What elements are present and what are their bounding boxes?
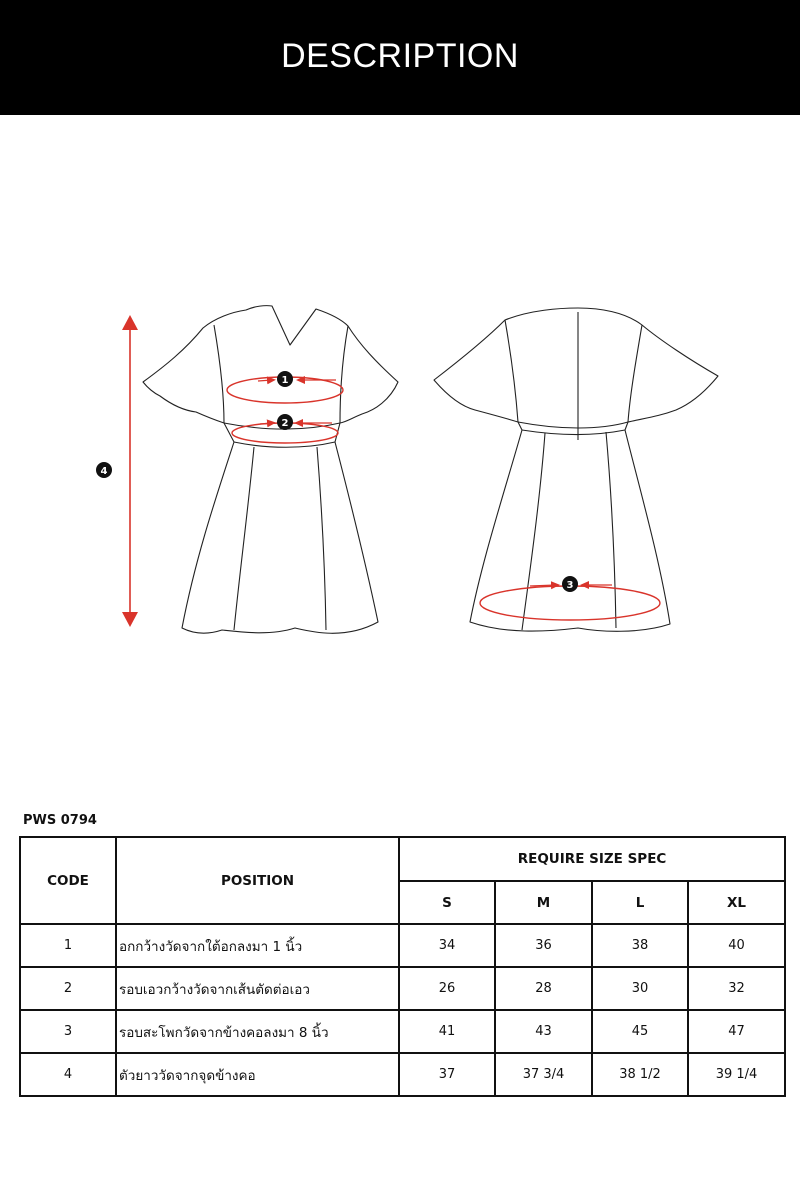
hip-measurement: [480, 576, 660, 620]
bust-measurement: [227, 371, 343, 403]
size-header-l: L: [592, 881, 688, 924]
row-position: รอบเอวกว้างวัดจากเส้นตัดต่อเอว: [116, 967, 399, 1010]
value-m: 37 3/4: [495, 1053, 592, 1096]
dress-diagram: [0, 115, 800, 715]
size-header-xl: XL: [688, 881, 785, 924]
value-xl: 40: [688, 924, 785, 967]
table-row: [20, 924, 785, 967]
row-position: ตัวยาววัดจากจุดข้างคอ: [116, 1053, 399, 1096]
value-s: 34: [399, 924, 495, 967]
marker-4-label: 4: [100, 466, 108, 477]
waist-measurement: [232, 414, 338, 443]
table-row: [20, 1010, 785, 1053]
front-dress-outline: [143, 306, 398, 634]
row-code: 2: [20, 967, 116, 1010]
value-l: 30: [592, 967, 688, 1010]
position-header: POSITION: [116, 837, 399, 924]
row-code: 4: [20, 1053, 116, 1096]
value-l: 38: [592, 924, 688, 967]
value-s: 41: [399, 1010, 495, 1053]
value-xl: 32: [688, 967, 785, 1010]
product-code: PWS 0794: [23, 813, 97, 828]
value-xl: 39 1/4: [688, 1053, 785, 1096]
value-xl: 47: [688, 1010, 785, 1053]
value-m: 43: [495, 1010, 592, 1053]
header-bar: [0, 0, 800, 115]
value-s: 37: [399, 1053, 495, 1096]
table-row: [20, 1053, 785, 1096]
size-header-s: S: [399, 881, 495, 924]
marker-1-label: 1: [281, 375, 289, 386]
value-m: 28: [495, 967, 592, 1010]
value-l: 38 1/2: [592, 1053, 688, 1096]
value-s: 26: [399, 967, 495, 1010]
size-header-m: M: [495, 881, 592, 924]
row-position: อกกว้างวัดจากใต้อกลงมา 1 นิ้ว: [116, 924, 399, 967]
size-spec-header: REQUIRE SIZE SPEC: [399, 837, 785, 881]
size-spec-table: [19, 836, 786, 1097]
value-m: 36: [495, 924, 592, 967]
row-code: 3: [20, 1010, 116, 1053]
code-header: CODE: [20, 837, 116, 924]
row-code: 1: [20, 924, 116, 967]
marker-3-label: 3: [566, 580, 574, 591]
table-row: [20, 967, 785, 1010]
page-title: DESCRIPTION: [281, 36, 519, 75]
row-position: รอบสะโพกวัดจากข้างคอลงมา 8 นิ้ว: [116, 1010, 399, 1053]
value-l: 45: [592, 1010, 688, 1053]
marker-2-label: 2: [281, 418, 289, 429]
length-measurement: [96, 315, 138, 627]
